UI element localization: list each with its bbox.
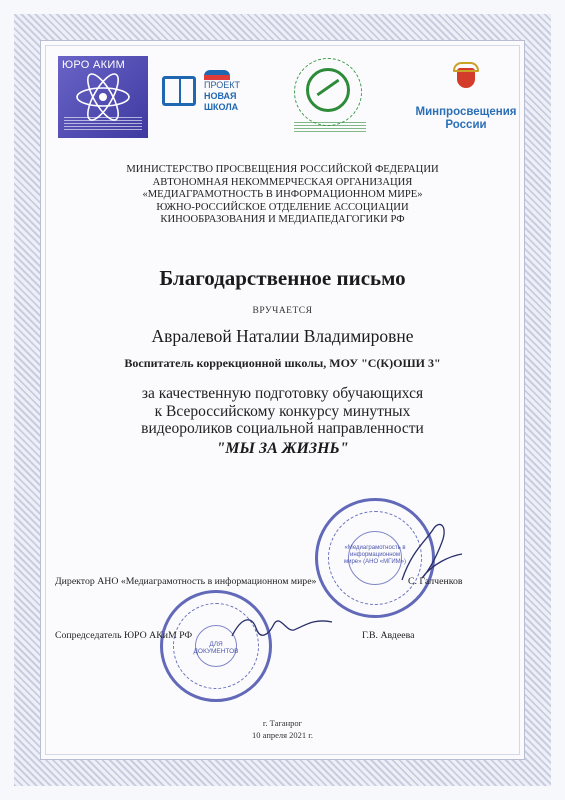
book-icon [162, 76, 196, 106]
signatory-1-title: Директор АНО «Медиаграмотность в информационном мире» [55, 576, 317, 587]
organization-header [70, 164, 495, 227]
flag-icon [204, 70, 230, 80]
new-school-logo [160, 66, 260, 116]
media-logo-ring-text [294, 120, 366, 132]
org-line: ЮЖНО-РОССИЙСКОЕ ОТДЕЛЕНИЕ АССОЦИАЦИИ [156, 201, 409, 213]
ugro-akim-fine-print [64, 116, 142, 130]
place-and-date [60, 718, 505, 741]
award-reason [80, 385, 485, 438]
city: г. Таганрог [262, 718, 303, 728]
reason-line: видеороликов социальной направленности [141, 420, 424, 437]
new-school-text [204, 80, 240, 113]
awarded-label: ВРУЧАЕТСЯ [252, 306, 313, 316]
reason-line: к Всероссийскому конкурсу минутных [154, 402, 411, 420]
globe-icon [306, 68, 350, 112]
atom-icon [62, 73, 144, 121]
signatory-1-name: С. Галченков [408, 576, 463, 587]
ministry-line1: Минпросвещения [415, 106, 517, 118]
signature-avdeeva [228, 606, 338, 646]
coat-of-arms-icon [453, 62, 479, 92]
ugro-akim-title: ЮРО АКИМ [62, 59, 126, 71]
new-school-line2: НОВАЯ [204, 91, 237, 101]
reason-line: за качественную подготовку обучающихся [141, 385, 424, 402]
seal-2-center-text: ДЛЯ ДОКУМЕНТОВ [193, 641, 239, 655]
media-literacy-logo [292, 60, 366, 134]
issue-date: 10 апреля 2021 г. [252, 729, 313, 740]
new-school-line1: ПРОЕКТ [204, 80, 241, 90]
contest-name: "МЫ ЗА ЖИЗНЬ" [216, 440, 349, 457]
ministry-logo [408, 62, 524, 142]
org-line: МИНИСТЕРСТВО ПРОСВЕЩЕНИЯ РОССИЙСКОЙ ФЕДЕРАЦИИ [126, 164, 439, 175]
recipient-name: Авралевой Наталии Владимировне [151, 326, 414, 346]
ugro-akim-logo [58, 56, 148, 138]
org-line: АВТОНОМНАЯ НЕКОММЕРЧЕСКАЯ ОРГАНИЗАЦИЯ [152, 176, 413, 188]
signatory-2-title: Сопредседатель ЮРО АКиМ РФ [55, 630, 193, 641]
ministry-name [408, 106, 524, 132]
org-line: КИНООБРАЗОВАНИЯ И МЕДИАПЕДАГОГИКИ РФ [160, 214, 405, 225]
recipient-position: Воспитатель коррекционной школы, МОУ "С(К)ОШИ 3" [124, 356, 441, 370]
new-school-line3: ШКОЛА [204, 102, 239, 112]
ministry-line2: России [445, 119, 487, 131]
document-title: Благодарственное письмо [159, 266, 406, 290]
seal-1-center-text: «Медиаграмотность в информационном мире» (АНО «МГИМ») [343, 545, 407, 565]
org-line: «МЕДИАГРАМОТНОСТЬ В ИНФОРМАЦИОННОМ МИРЕ» [142, 189, 423, 200]
signatory-2-name: Г.В. Авдеева [362, 630, 415, 641]
